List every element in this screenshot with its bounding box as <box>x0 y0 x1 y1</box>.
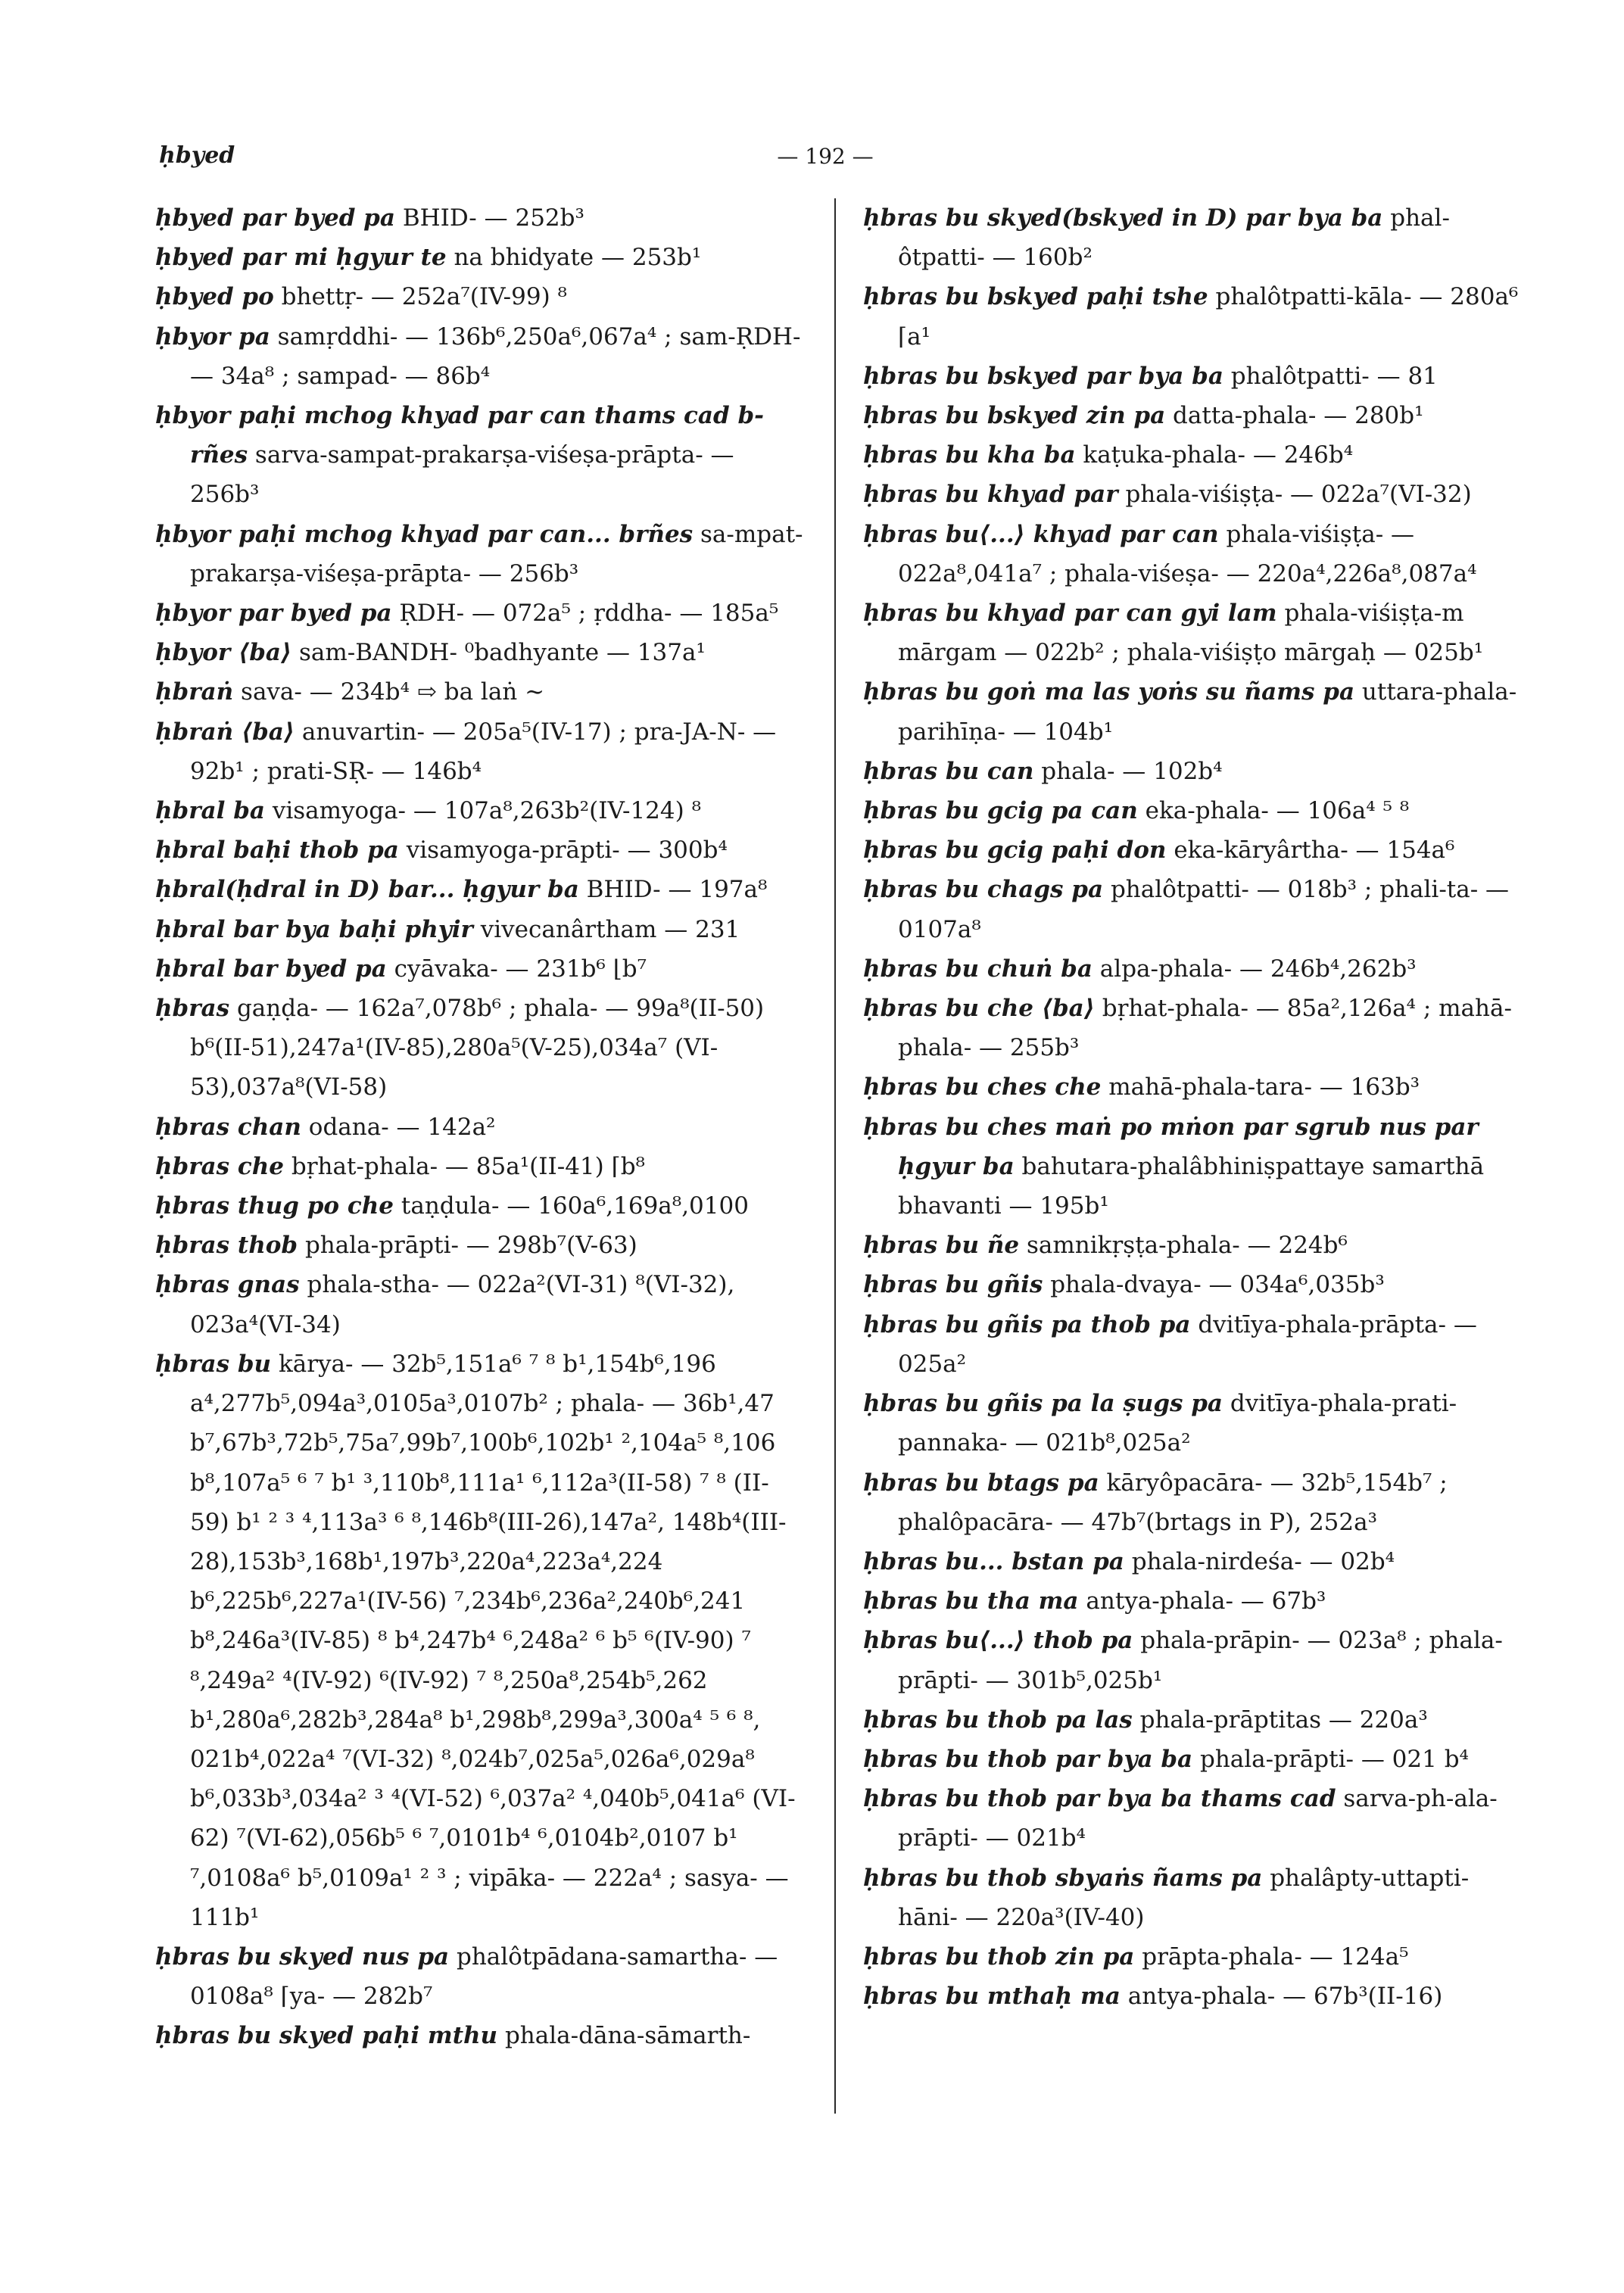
entry-definition: BHID- — 252b³ <box>402 204 584 232</box>
entry-headword: ḥbras bu thob par bya ba <box>863 1745 1193 1773</box>
entry-headword: ḥbras bu skyed(bskyed in D) par bya ba <box>863 204 1383 232</box>
dictionary-entry <box>863 1937 1522 1977</box>
entry-definition: na bhidyate — 253b¹ <box>454 244 702 272</box>
entry-definition: anuvartin- — 205a⁵(IV-17) ; pra-JA-N- — 92b¹ ; prati-SṚ- — 146b⁴ <box>190 718 777 785</box>
dictionary-entry <box>155 1226 806 1265</box>
entry-headword: ḥbyed po <box>155 283 274 311</box>
dictionary-entry <box>863 1384 1522 1463</box>
left-column <box>155 198 806 2056</box>
dictionary-entry <box>863 1740 1522 1779</box>
entry-headword: ḥbras bu thob sbyaṅs ñams pa <box>863 1864 1263 1892</box>
entry-definition: kāryôpacāra- — 32b⁵,154b⁷ ; phalôpacāra- — 47b⁷(brtags in P), 252a³ <box>898 1469 1448 1536</box>
dictionary-entry <box>863 396 1522 435</box>
entry-headword: ḥbras bu gñis pa thob pa <box>863 1310 1191 1338</box>
entry-headword: ḥbras bu gñis <box>863 1271 1043 1299</box>
dictionary-entry <box>155 633 806 672</box>
dictionary-entry <box>155 317 806 396</box>
entry-definition: sarva-ph-ala-prāpti- — 021b⁴ <box>898 1785 1498 1852</box>
entry-definition: phala-stha- — 022a²(VI-31) ⁸(VI-32), 023a⁴(VI-34) <box>190 1271 735 1338</box>
entry-definition: phala-viśiṣṭa-m mārgam — 022b² ; phala-viśiṣṭo mārgaḥ — 025b¹ <box>898 600 1484 667</box>
entry-definition: phalôtpatti-kāla- — 280a⁶ ⌈a¹ <box>898 283 1519 350</box>
dictionary-entry <box>155 949 806 989</box>
entry-headword: ḥbras bu thob par bya ba thams cad <box>863 1785 1336 1813</box>
entry-headword: ḥbras bu tha ma <box>863 1587 1079 1615</box>
entry-definition: uttara-phala-parihīṇa- — 104b¹ <box>898 678 1517 746</box>
dictionary-entry <box>863 198 1522 277</box>
entry-headword: ḥbral bar byed pa <box>155 955 387 983</box>
entry-headword: ḥbras bu⟨...⟩ khyad par can <box>863 520 1219 548</box>
dictionary-entry <box>863 1463 1522 1542</box>
entry-headword: ḥbras gnas <box>155 1271 300 1299</box>
entry-definition: samnikṛṣṭa-phala- — 224b⁶ <box>1027 1232 1348 1260</box>
entry-definition: phala-nirdeśa- — 02b⁴ <box>1131 1547 1395 1575</box>
entry-headword: ḥbras bu chags pa <box>863 876 1104 904</box>
dictionary-entry <box>863 672 1522 751</box>
dictionary-entry <box>863 1305 1522 1384</box>
entry-definition: phala-prāpin- — 023a⁸ ; phala-prāpti- — 301b⁵,025b¹ <box>898 1627 1503 1694</box>
entry-definition: phala-prāptitas — 220a³ <box>1139 1706 1428 1734</box>
entry-headword: ḥbras bu⟨...⟩ thob pa <box>863 1627 1133 1655</box>
entry-definition: dvitīya-phala-prāpta- — 025a² <box>898 1310 1477 1378</box>
entry-headword: ḥbraṅ ⟨ba⟩ <box>155 718 295 746</box>
entry-headword: ḥbras che <box>155 1152 285 1180</box>
entry-headword: ḥbras bu ches maṅ po mṅon par sgrub nus par ḥgyur ba <box>863 1113 1479 1180</box>
entry-headword: ḥbras bu bskyed par bya ba <box>863 362 1223 390</box>
dictionary-entry <box>863 1977 1522 2016</box>
dictionary-entry <box>155 1108 806 1147</box>
dictionary-entry <box>863 830 1522 870</box>
dictionary-entry <box>863 357 1522 396</box>
running-head: ḥbyed <box>159 142 235 169</box>
entry-headword: ḥbyor par byed pa <box>155 600 392 628</box>
entry-headword: ḥbras bu mthaḥ ma <box>863 1983 1121 2011</box>
entry-headword: ḥbyor ⟨ba⟩ <box>155 639 292 667</box>
entry-headword: ḥbras bu btags pa <box>863 1469 1099 1497</box>
entry-definition: sa-mpat-prakarṣa-viśeṣa-prāpta- — 256b³ <box>190 520 803 587</box>
entry-definition: phalôtpatti- — 018b³ ; phali-ta- — 0107a⁸ <box>898 876 1510 943</box>
entry-headword: ḥbras bu thob pa las <box>863 1706 1133 1734</box>
entry-definition: bṛhat-phala- — 85a²,126a⁴ ; mahā-phala- — 255b³ <box>898 995 1512 1062</box>
entry-definition: phala-prāpti- — 021 b⁴ <box>1199 1745 1469 1773</box>
entry-headword: ḥbras bu bskyed paḥi tshe <box>863 283 1208 311</box>
dictionary-entry <box>863 1621 1522 1699</box>
dictionary-entry <box>863 1779 1522 1858</box>
entry-definition: phala-prāpti- — 298b⁷(V-63) <box>304 1232 637 1260</box>
entry-definition: prāpta-phala- — 124a⁵ <box>1142 1943 1409 1971</box>
dictionary-entry <box>863 277 1522 356</box>
dictionary-entry <box>155 198 806 238</box>
entry-definition: samṛddhi- — 136b⁶,250a⁶,067a⁴ ; sam-ṚDH- — 34a⁸ ; sampad- — 86b⁴ <box>190 322 801 390</box>
entry-definition: visamyoga-prāpti- — 300b⁴ <box>406 837 728 865</box>
entry-headword: ḥbras thob <box>155 1232 298 1260</box>
entry-definition: ṚDH- — 072a⁵ ; ṛddha- — 185a⁵ <box>399 600 779 628</box>
entry-headword: ḥbras bu skyed paḥi mthu <box>155 2022 498 2050</box>
entry-headword: ḥbras bu khyad par can gyi lam <box>863 600 1277 628</box>
entry-headword: ḥbras bu gcig pa can <box>863 797 1138 825</box>
entry-definition: bahutara-phalâbhiniṣpattaye samarthā bhavanti — 195b¹ <box>898 1152 1485 1220</box>
entry-headword: ḥbras bu kha ba <box>863 441 1076 469</box>
entry-definition: phala-viśiṣṭa- — 022a⁷(VI-32) <box>1125 481 1472 509</box>
entry-definition: phala-viśiṣṭa- — 022a⁸,041a⁷ ; phala-viśeṣa- — 220a⁴,226a⁸,087a⁴ <box>898 520 1477 587</box>
dictionary-entry <box>155 1937 806 2016</box>
dictionary-entry <box>155 1265 806 1344</box>
entry-headword: ḥbras bu khyad par <box>863 481 1118 509</box>
dictionary-entry <box>155 515 806 594</box>
dictionary-entry <box>155 396 806 515</box>
entry-headword: ḥbras bu thob zin pa <box>863 1943 1135 1971</box>
dictionary-entry <box>863 435 1522 475</box>
entry-definition: gaṇḍa- — 162a⁷,078b⁶ ; phala- — 99a⁸(II-50) b⁶(II-51),247a¹(IV-85),280a⁵(V-25),034a⁷ (VI-53),037a⁸(VI-58) <box>190 995 765 1101</box>
entry-headword: ḥbyor paḥi mchog khyad par can... brñes <box>155 520 694 548</box>
right-column <box>863 198 1522 2016</box>
entry-headword: ḥbras bu <box>155 1350 272 1378</box>
entry-definition: taṇḍula- — 160a⁶,169a⁸,0100 <box>401 1192 749 1220</box>
entry-headword: ḥbral bar bya baḥi phyir <box>155 915 473 943</box>
entry-definition: eka-phala- — 106a⁴ ⁵ ⁸ <box>1145 797 1410 825</box>
entry-definition: phalâpty-uttapti-hāni- — 220a³(IV-40) <box>898 1864 1470 1931</box>
entry-definition: sarva-sampat-prakarṣa-viśeṣa-prāpta- — 256b³ <box>190 441 734 509</box>
entry-definition: sam-BANDH- ⁰badhyante — 137a¹ <box>299 639 706 667</box>
dictionary-entry <box>863 475 1522 514</box>
dictionary-entry <box>863 594 1522 672</box>
entry-definition: cyāvaka- — 231b⁶ ⌊b⁷ <box>394 955 647 983</box>
dictionary-entry <box>155 277 806 316</box>
dictionary-entry <box>155 238 806 277</box>
entry-headword: ḥbras bu bskyed zin pa <box>863 402 1166 430</box>
entry-headword: ḥbras bu can <box>863 757 1034 785</box>
entry-definition: alpa-phala- — 246b⁴,262b³ <box>1099 955 1417 983</box>
dictionary-entry <box>863 1542 1522 1581</box>
entry-definition: antya-phala- — 67b³(II-16) <box>1127 1983 1443 2011</box>
entry-headword: ḥbraṅ <box>155 678 234 706</box>
dictionary-entry <box>863 752 1522 791</box>
dictionary-entry <box>863 870 1522 949</box>
dictionary-entry <box>155 910 806 949</box>
entry-definition: kārya- — 32b⁵,151a⁶ ⁷ ⁸ b¹,154b⁶,196 a⁴,277b⁵,094a³,0105a³,0107b² ; phala- — 36b¹,47 b⁷,67b³,72b⁵,75a⁷,99b⁷,100b⁶,102b¹ ²,104a⁵ ⁸,106 b⁸,107a⁵ ⁶ ⁷ b¹ ³,110b⁸,111a¹ ⁶,112a³(II-58) ⁷ ⁸ (II-59) b¹ ² ³ ⁴,113a³ ⁶ ⁸,146b⁸(III-26),147a², 148b⁴(III-28),153b³,168b¹,197b³,220a⁴,223a⁴,224 b⁶,225b⁶,227a¹(IV-56) ⁷,234b⁶,236a²,240b⁶,241 b⁸,246a³(IV-85) ⁸ b⁴,247b⁴ ⁶,248a² ⁶ b⁵ ⁶(IV-90) ⁷ ⁸,249a² ⁴(IV-92) ⁶(IV-92) ⁷ ⁸,250a⁸,254b⁵,262 b¹,280a⁶,282b³,284a⁸ b¹,298b⁸,299a³,300a⁴ ⁵ ⁶ ⁸, 021b⁴,022a⁴ ⁷(VI-32) ⁸,024b⁷,025a⁵,026a⁶,029a⁸ b⁶,033b³,034a² ³ ⁴(VI-52) ⁶,037a² ⁴,040b⁵,041a⁶ (VI-62) ⁷(VI-62),056b⁵ ⁶ ⁷,0101b⁴ ⁶,0104b²,0107 b¹ ⁷,0108a⁶ b⁵,0109a¹ ² ³ ; vipāka- — 222a⁴ ; sasya- — 111b¹ <box>190 1350 796 1931</box>
entry-definition: antya-phala- — 67b³ <box>1086 1587 1326 1615</box>
dictionary-entry <box>155 791 806 830</box>
dictionary-entry <box>863 1858 1522 1937</box>
entry-headword: ḥbyor pa <box>155 322 270 350</box>
entry-definition: dvitīya-phala-prati-pannaka- — 021b⁸,025a² <box>898 1390 1457 1457</box>
entry-headword: ḥbras bu goṅ ma las yoṅs su ñams pa <box>863 678 1355 706</box>
entry-definition: phal-ôtpatti- — 160b² <box>898 204 1450 272</box>
dictionary-entry <box>863 949 1522 989</box>
dictionary-entry <box>863 1226 1522 1265</box>
dictionary-entry <box>863 791 1522 830</box>
entry-definition: odana- — 142a² <box>308 1113 496 1141</box>
entry-headword: ḥbyed par mi ḥgyur te <box>155 244 447 272</box>
dictionary-entry <box>155 830 806 870</box>
entry-headword: ḥbras bu gcig paḥi don <box>863 837 1167 865</box>
dictionary-entry <box>155 712 806 791</box>
entry-definition: phalôtpādana-samartha- — 0108a⁸ ⌈ya- — 282b⁷ <box>190 1943 778 2011</box>
entry-headword: ḥbras bu ches che <box>863 1073 1102 1101</box>
entry-definition: visamyoga- — 107a⁸,263b²(IV-124) ⁸ <box>272 797 702 825</box>
entry-definition: eka-kāryârtha- — 154a⁶ <box>1174 837 1455 865</box>
entry-headword: ḥbras bu skyed nus pa <box>155 1943 450 1971</box>
entry-definition: datta-phala- — 280b¹ <box>1173 402 1424 430</box>
entry-headword: ḥbras thug po che <box>155 1192 394 1220</box>
entry-headword: ḥbral(ḥdral in D) bar... ḥgyur ba <box>155 876 579 904</box>
entry-headword: ḥbras chan <box>155 1113 301 1141</box>
dictionary-entry <box>863 989 1522 1067</box>
entry-definition: phala-dvaya- — 034a⁶,035b³ <box>1050 1271 1385 1299</box>
entry-definition: vivecanârtham — 231 <box>480 915 740 943</box>
dictionary-entry <box>155 870 806 909</box>
entry-definition: phala-dāna-sāmarth- <box>504 2022 751 2050</box>
entry-definition: sava- — 234b⁴ ⇨ ba laṅ ∼ <box>241 678 545 706</box>
dictionary-entry <box>155 672 806 712</box>
dictionary-entry <box>863 1581 1522 1621</box>
entry-definition: phalôtpatti- — 81 <box>1230 362 1438 390</box>
entry-headword: ḥbras bu ñe <box>863 1232 1020 1260</box>
dictionary-entry <box>155 594 806 633</box>
entry-definition: phala- — 102b⁴ <box>1041 757 1223 785</box>
entry-headword: ḥbras bu gñis pa la ṣugs pa <box>863 1390 1223 1418</box>
entry-headword: ḥbral ba <box>155 797 265 825</box>
dictionary-entry <box>863 1067 1522 1107</box>
dictionary-entry <box>863 1265 1522 1304</box>
dictionary-entry <box>863 1108 1522 1226</box>
dictionary-entry <box>155 989 806 1108</box>
entry-definition: bhettṛ- — 252a⁷(IV-99) ⁸ <box>281 283 567 311</box>
entry-headword: ḥbras <box>155 995 230 1023</box>
entry-headword: ḥbras bu chuṅ ba <box>863 955 1093 983</box>
entry-headword: ḥbyed par byed pa <box>155 204 395 232</box>
entry-definition: mahā-phala-tara- — 163b³ <box>1108 1073 1420 1101</box>
entry-headword: ḥbras bu che ⟨ba⟩ <box>863 995 1095 1023</box>
entry-headword: ḥbras bu... bstan pa <box>863 1547 1124 1575</box>
entry-definition: bṛhat-phala- — 85a¹(II-41) ⌈b⁸ <box>291 1152 645 1180</box>
entry-headword: ḥbyor paḥi mchog khyad par can thams cad b-rñes <box>155 402 764 469</box>
dictionary-entry <box>863 515 1522 594</box>
column-divider <box>834 198 836 2114</box>
page-number: — 192 — <box>777 144 874 169</box>
entry-definition: kaṭuka-phala- — 246b⁴ <box>1083 441 1354 469</box>
dictionary-entry <box>155 1186 806 1226</box>
dictionary-entry <box>863 1700 1522 1740</box>
dictionary-entry <box>155 2016 806 2055</box>
entry-headword: ḥbral baḥi thob pa <box>155 837 399 865</box>
dictionary-entry <box>155 1344 806 1937</box>
entry-definition: BHID- — 197a⁸ <box>586 876 768 904</box>
dictionary-entry <box>155 1147 806 1186</box>
